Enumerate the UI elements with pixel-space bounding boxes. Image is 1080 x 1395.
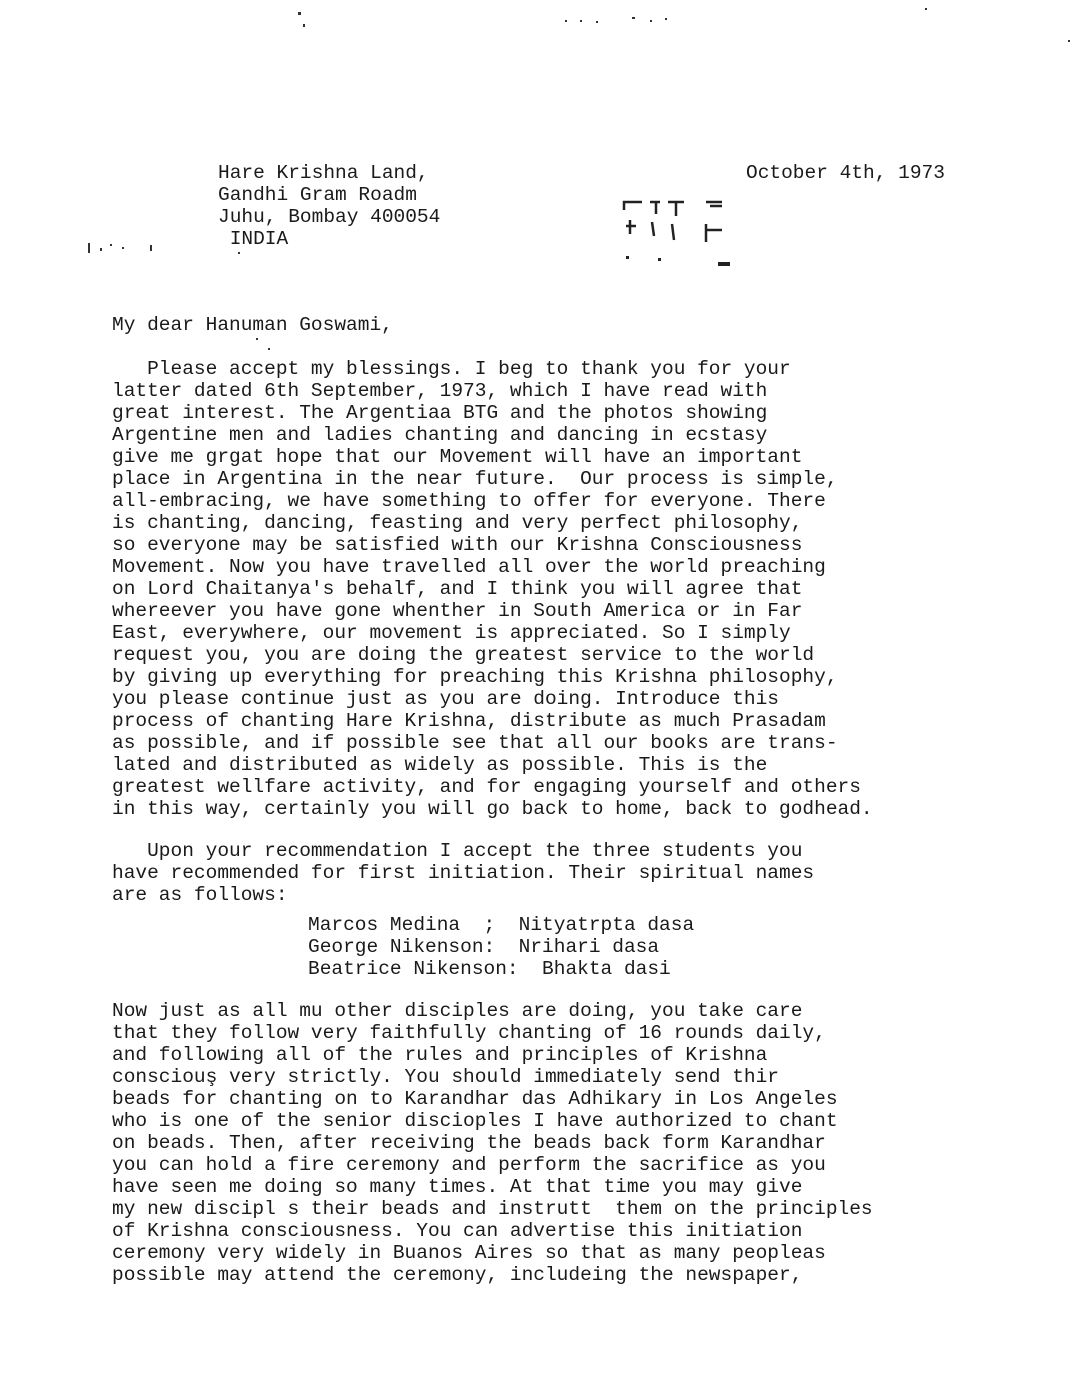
text-line: greatest wellfare activity, and for engaging yourself and others bbox=[112, 776, 861, 798]
text-line: give me grgat hope that our Movement will have an important bbox=[112, 446, 803, 468]
initiate-entry: George Nikenson: Nrihari dasa bbox=[308, 936, 660, 958]
text-line: on beads. Then, after receiving the beads back form Karandhar bbox=[112, 1132, 826, 1154]
text-line: consciouş very strictly. You should immediately send thir bbox=[112, 1066, 780, 1088]
text-line: my new discipl s their beads and instrutt them on the principles bbox=[112, 1198, 873, 1220]
text-line: Please accept my blessings. I beg to thank you for your bbox=[112, 358, 791, 380]
text-line: have seen me doing so many times. At that time you may give bbox=[112, 1176, 803, 1198]
letter-date: October 4th, 1973 bbox=[746, 162, 945, 184]
text-line: all-embracing, we have something to offer for everyone. There bbox=[112, 490, 826, 512]
text-line: on Lord Chaitanya's behalf, and I think you will agree that bbox=[112, 578, 803, 600]
text-line: place in Argentina in the near future. Our process is simple, bbox=[112, 468, 838, 490]
text-line: East, everywhere, our movement is appreciated. So I simply bbox=[112, 622, 791, 644]
text-line: and following all of the rules and principles of Krishna bbox=[112, 1044, 768, 1066]
stamp-mark-icon bbox=[622, 196, 732, 276]
text-line: whereever you have gone whenther in South America or in Far bbox=[112, 600, 803, 622]
text-line: you can hold a fire ceremony and perform the sacrifice as you bbox=[112, 1154, 826, 1176]
text-line: who is one of the senior discioples I have authorized to chant bbox=[112, 1110, 838, 1132]
text-line: Movement. Now you have travelled all over the world preaching bbox=[112, 556, 826, 578]
text-line: latter dated 6th September, 1973, which I have read with bbox=[112, 380, 768, 402]
text-line: process of chanting Hare Krishna, distribute as much Prasadam bbox=[112, 710, 826, 732]
text-line: Upon your recommendation I accept the three students you bbox=[112, 840, 803, 862]
text-line: in this way, certainly you will go back to home, back to godhead. bbox=[112, 798, 873, 820]
text-line: beads for chanting on to Karandhar das Adhikary in Los Angeles bbox=[112, 1088, 838, 1110]
address-line: Juhu, Bombay 400054 bbox=[218, 206, 441, 228]
text-line: request you, you are doing the greatest service to the world bbox=[112, 644, 815, 666]
address-line: Gandhi Gram Roadm bbox=[218, 184, 417, 206]
text-line: are as follows: bbox=[112, 884, 288, 906]
text-line: great interest. The Argentiaa BTG and the photos showing bbox=[112, 402, 768, 424]
text-line: is chanting, dancing, feasting and very perfect philosophy, bbox=[112, 512, 803, 534]
text-line: by giving up everything for preaching this Krishna philosophy, bbox=[112, 666, 838, 688]
address-line: Hare Krishna Land, bbox=[218, 162, 429, 184]
text-line: lated and distributed as widely as possible. This is the bbox=[112, 754, 768, 776]
text-line: that they follow very faithfully chanting of 16 rounds daily, bbox=[112, 1022, 826, 1044]
text-line: so everyone may be satisfied with our Krishna Consciousness bbox=[112, 534, 803, 556]
text-line: Argentine men and ladies chanting and dancing in ecstasy bbox=[112, 424, 768, 446]
text-line: you please continue just as you are doing. Introduce this bbox=[112, 688, 780, 710]
initiate-entry: Marcos Medina ; Nityatrpta dasa bbox=[308, 914, 695, 936]
text-line: have recommended for first initiation. Their spiritual names bbox=[112, 862, 815, 884]
address-line: INDIA bbox=[218, 228, 289, 250]
text-line: possible may attend the ceremony, includeing the newspaper, bbox=[112, 1264, 803, 1286]
text-line: ceremony very widely in Buanos Aires so that as many peopleas bbox=[112, 1242, 826, 1264]
salutation: My dear Hanuman Goswami, bbox=[112, 314, 393, 336]
text-line: Now just as all mu other disciples are doing, you take care bbox=[112, 1000, 803, 1022]
text-line: of Krishna consciousness. You can advertise this initiation bbox=[112, 1220, 803, 1242]
initiate-entry: Beatrice Nikenson: Bhakta dasi bbox=[308, 958, 671, 980]
text-line: as possible, and if possible see that all our books are trans- bbox=[112, 732, 838, 754]
